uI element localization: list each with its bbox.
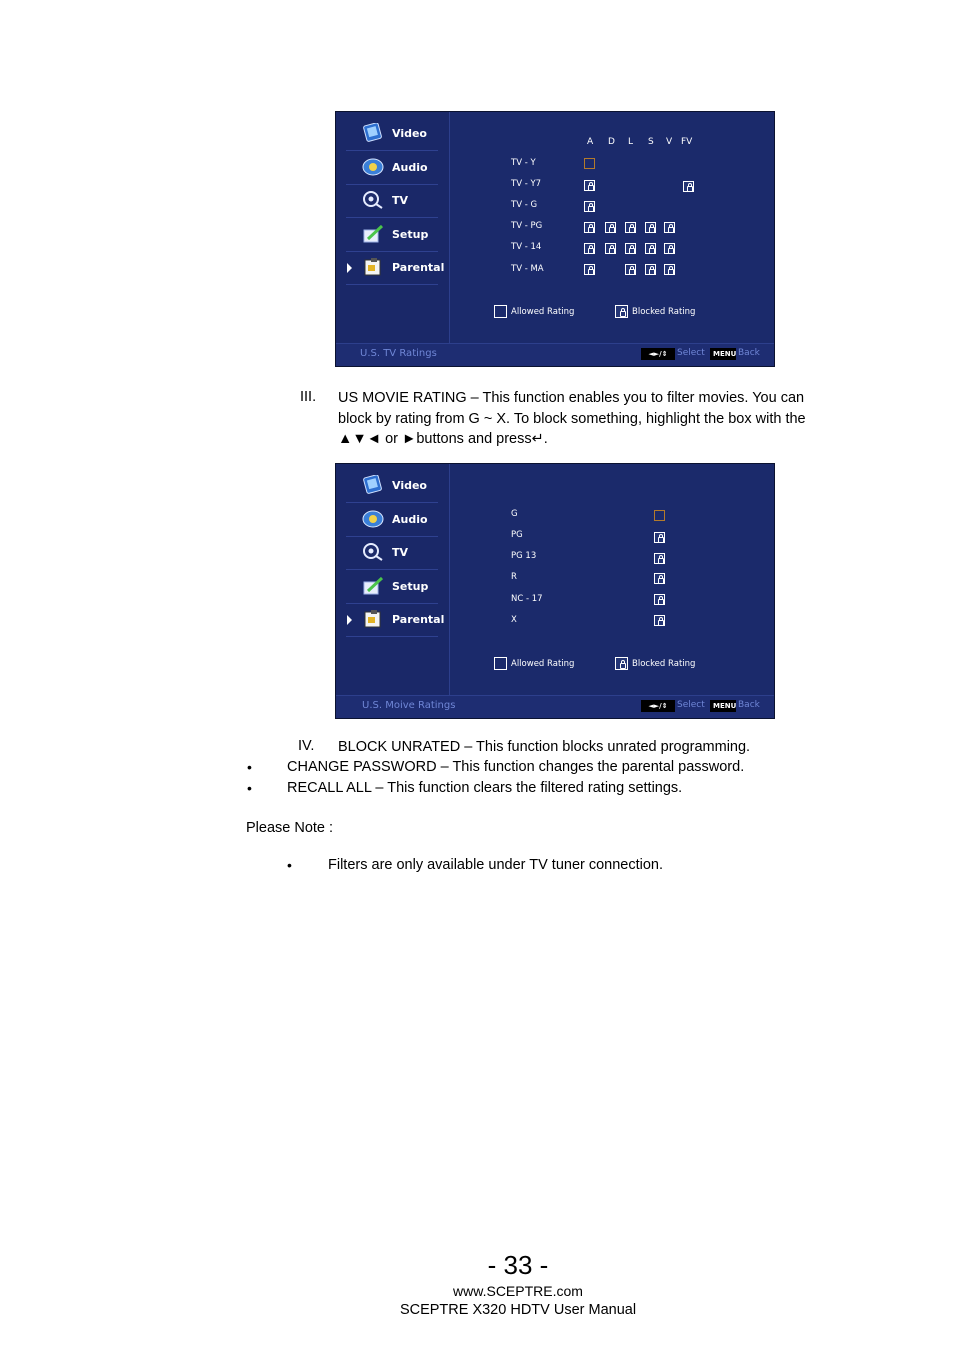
rating-checkbox[interactable]	[664, 222, 675, 233]
setup-icon	[362, 576, 384, 596]
nav-key-icon: ◄►/⇕	[641, 700, 675, 712]
menu-item-parental[interactable]	[346, 604, 445, 637]
selected-arrow-icon	[347, 263, 352, 273]
rating-checkbox[interactable]	[664, 243, 675, 254]
rating-label: TV - 14	[511, 242, 542, 252]
nav-key-icon: ◄►/⇕	[641, 348, 675, 360]
setup-icon	[362, 224, 384, 244]
allowed-legend-icon	[494, 305, 507, 318]
rating-checkbox[interactable]	[625, 243, 636, 254]
lock-icon	[609, 227, 615, 233]
rating-label: TV - Y	[511, 158, 536, 168]
lock-icon	[629, 269, 635, 275]
menu-label: Setup	[392, 580, 429, 593]
rating-checkbox[interactable]	[584, 180, 595, 191]
rating-checkbox[interactable]	[683, 181, 694, 192]
rating-checkbox[interactable]	[645, 264, 656, 275]
tv-ratings-grid	[450, 112, 774, 344]
lock-icon	[629, 227, 635, 233]
video-icon	[362, 123, 384, 143]
menu-label: Audio	[392, 161, 428, 174]
rating-checkbox[interactable]	[584, 264, 595, 275]
bullet-icon: •	[247, 759, 252, 775]
tv-icon	[362, 190, 384, 210]
rating-checkbox[interactable]	[605, 243, 616, 254]
rating-checkbox[interactable]	[654, 594, 665, 605]
menu-item-tv[interactable]	[346, 185, 438, 218]
osd-status-bar	[336, 695, 774, 718]
bullet-text: CHANGE PASSWORD – This function changes the parental password.	[287, 759, 745, 775]
rating-label: X	[511, 615, 517, 625]
lock-icon	[668, 227, 674, 233]
selected-arrow-icon	[347, 615, 352, 625]
lock-icon	[658, 558, 664, 564]
menu-item-video[interactable]	[346, 118, 438, 151]
menu-label: Video	[392, 479, 427, 492]
menu-item-audio[interactable]	[346, 152, 438, 185]
column-header: A	[587, 137, 594, 147]
bullet-text: RECALL ALL – This function clears the filtered rating settings.	[287, 780, 683, 796]
menu-item-audio[interactable]	[346, 504, 438, 537]
tv-icon	[362, 542, 384, 562]
footer-manual-title: SCEPTRE X320 HDTV User Manual	[399, 1302, 637, 1318]
lock-icon	[658, 599, 664, 605]
note-heading: Please Note :	[246, 820, 334, 836]
back-hint: Back	[738, 348, 760, 358]
paragraph-line: US MOVIE RATING – This function enables you to filter movies. You can	[338, 390, 805, 406]
blocked-legend-label: Blocked Rating	[632, 307, 696, 317]
menu-label: Video	[392, 127, 427, 140]
lock-icon	[588, 227, 594, 233]
paragraph-line: block by rating from G ~ X. To block something, highlight the box with the	[338, 411, 806, 427]
rating-label: NC - 17	[511, 594, 543, 604]
audio-icon	[362, 509, 384, 529]
lock-icon	[658, 578, 664, 584]
footer-website: www.SCEPTRE.com	[453, 1283, 583, 1299]
rating-checkbox[interactable]	[584, 243, 595, 254]
lock-icon	[649, 248, 655, 254]
lock-icon	[609, 248, 615, 254]
parental-icon	[362, 257, 384, 277]
allowed-legend-label: Allowed Rating	[511, 659, 575, 669]
rating-checkbox[interactable]	[664, 264, 675, 275]
menu-key-icon: MENU	[710, 700, 736, 712]
lock-icon	[649, 269, 655, 275]
osd-menu-sidebar	[336, 464, 450, 696]
movie-ratings-screen	[335, 463, 775, 719]
bullet-icon: •	[287, 857, 292, 873]
osd-status-bar	[336, 343, 774, 366]
select-hint: Select	[677, 700, 705, 710]
screen-title: U.S. TV Ratings	[360, 348, 437, 359]
menu-label: Parental	[392, 261, 445, 274]
rating-label: PG 13	[511, 551, 537, 561]
rating-label: TV - Y7	[511, 179, 542, 189]
video-icon	[362, 475, 384, 495]
page-number: - 33 -	[487, 1250, 549, 1280]
audio-icon	[362, 157, 384, 177]
lock-icon	[668, 248, 674, 254]
rating-checkbox[interactable]	[625, 222, 636, 233]
menu-item-setup[interactable]	[346, 571, 438, 604]
menu-item-video[interactable]	[346, 470, 438, 503]
lock-icon	[620, 311, 626, 317]
lock-icon	[588, 206, 594, 212]
column-header: L	[628, 137, 634, 147]
menu-label: Audio	[392, 513, 428, 526]
lock-icon	[588, 269, 594, 275]
menu-item-parental[interactable]	[346, 252, 445, 285]
rating-checkbox[interactable]	[654, 553, 665, 564]
blocked-legend-label: Blocked Rating	[632, 659, 696, 669]
lock-icon	[658, 620, 664, 626]
column-header: V	[666, 137, 673, 147]
rating-checkbox[interactable]	[584, 222, 595, 233]
rating-checkbox[interactable]	[584, 158, 595, 169]
column-header: S	[648, 137, 654, 147]
item-number: III.	[300, 389, 317, 405]
column-header: D	[608, 137, 615, 147]
menu-label: Setup	[392, 228, 429, 241]
lock-icon	[668, 269, 674, 275]
rating-checkbox[interactable]	[625, 264, 636, 275]
allowed-legend-icon	[494, 657, 507, 670]
rating-label: TV - G	[511, 200, 538, 210]
allowed-legend-label: Allowed Rating	[511, 307, 575, 317]
rating-checkbox[interactable]	[645, 243, 656, 254]
rating-checkbox[interactable]	[605, 222, 616, 233]
menu-label: TV	[392, 194, 409, 207]
select-hint: Select	[677, 348, 705, 358]
rating-label: TV - MA	[511, 264, 544, 274]
lock-icon	[687, 186, 693, 192]
lock-icon	[649, 227, 655, 233]
lock-icon	[588, 185, 594, 191]
rating-checkbox[interactable]	[584, 201, 595, 212]
rating-checkbox[interactable]	[645, 222, 656, 233]
rating-label: R	[511, 572, 517, 582]
rating-label: PG	[511, 530, 523, 540]
note-bullet-text: Filters are only available under TV tuner connection.	[328, 857, 664, 873]
item-number: IV.	[298, 738, 315, 754]
column-header: FV	[681, 137, 693, 147]
rating-checkbox[interactable]	[654, 573, 665, 584]
rating-label: TV - PG	[511, 221, 543, 231]
paragraph-line: BLOCK UNRATED – This function blocks unrated programming.	[338, 739, 751, 755]
tv-ratings-screen	[335, 111, 775, 367]
menu-item-tv[interactable]	[346, 537, 438, 570]
screen-title: U.S. Moive Ratings	[362, 700, 456, 711]
menu-label: Parental	[392, 613, 445, 626]
blocked-legend-icon	[615, 305, 628, 318]
rating-checkbox[interactable]	[654, 532, 665, 543]
menu-label: TV	[392, 546, 409, 559]
menu-item-setup[interactable]	[346, 219, 438, 252]
rating-checkbox[interactable]	[654, 510, 665, 521]
lock-icon	[658, 537, 664, 543]
lock-icon	[629, 248, 635, 254]
back-hint: Back	[738, 700, 760, 710]
paragraph-line: ▲▼◄ or ►buttons and press↵.	[338, 431, 548, 447]
blocked-legend-icon	[615, 657, 628, 670]
movie-ratings-list	[450, 464, 774, 696]
parental-icon	[362, 609, 384, 629]
osd-menu-sidebar	[336, 112, 450, 344]
bullet-icon: •	[247, 780, 252, 796]
rating-checkbox[interactable]	[654, 615, 665, 626]
lock-icon	[588, 248, 594, 254]
menu-key-icon: MENU	[710, 348, 736, 360]
rating-label: G	[511, 509, 518, 519]
lock-icon	[620, 663, 626, 669]
